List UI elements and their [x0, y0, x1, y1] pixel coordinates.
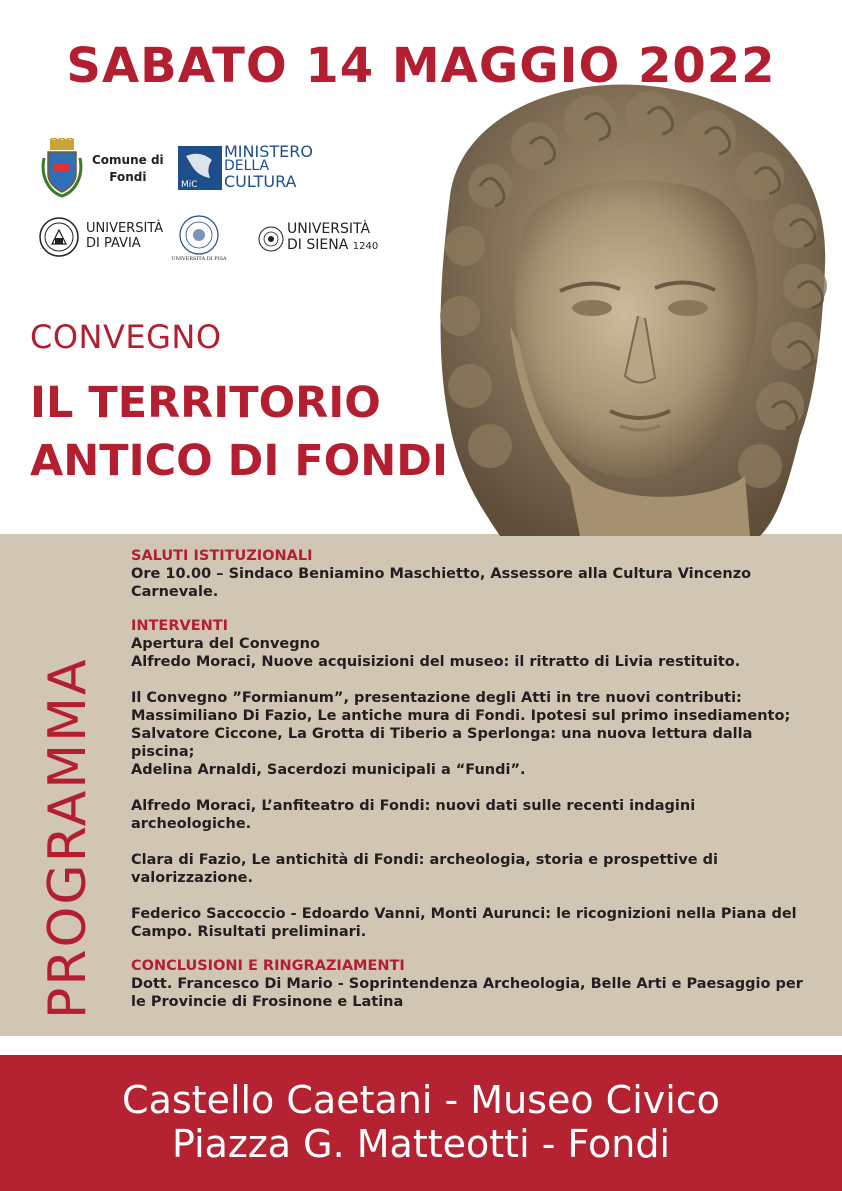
pavia-line-1: UNIVERSITÀ [86, 221, 164, 236]
program-line: Apertura del Convegno [131, 636, 320, 652]
program-line: le Provincie di Frosinone e Latina [131, 994, 404, 1010]
mic-line-2: DELLA [224, 158, 270, 174]
event-kicker: CONVEGNO [30, 318, 222, 356]
program-line: Massimiliano Di Fazio, Le antiche mura di Fondi. Ipotesi sul primo insediamento; [131, 708, 791, 724]
title-line-1: IL TERRITORIO [30, 378, 381, 428]
universita-pavia-label [86, 221, 163, 251]
program-line: archeologiche. [131, 816, 252, 832]
program-text [131, 547, 811, 1011]
program-line: Ore 10.00 – Sindaco Beniamino Maschietto, Assessore alla Cultura Vincenzo [131, 566, 752, 582]
ministero-cultura-mark-icon [178, 146, 222, 190]
siena-year: 1240 [352, 241, 379, 252]
program-line: Federico Saccoccio - Edoardo Vanni, Monti Aurunci: le ricognizioni nella Piana del [131, 906, 797, 922]
program-line: Salvatore Ciccone, La Grotta di Tiberio a Sperlonga: una nuova lettura dalla piscina; [131, 726, 753, 760]
ministero-cultura-label [224, 144, 313, 189]
program-line: Il Convegno ”Formianum”, presentazione degli Atti in tre nuovi contributi: [131, 690, 742, 706]
siena-line-2: DI SIENA [287, 237, 349, 253]
event-title [30, 374, 448, 490]
program-line: valorizzazione. [131, 870, 253, 886]
venue-line-1: Castello Caetani - Museo Civico [122, 1078, 720, 1122]
comune-di-fondi-crest-icon [40, 138, 84, 198]
pavia-line-2: DI PAVIA [86, 236, 141, 251]
section-interventi-heading: INTERVENTI [131, 618, 229, 634]
program-line: Carnevale. [131, 584, 219, 600]
program-line: Alfredo Moraci, Nuove acquisizioni del museo: il ritratto di Livia restituito. [131, 654, 741, 670]
program-line: Alfredo Moraci, L’anfiteatro di Fondi: nuovi dati sulle recenti indagini [131, 798, 696, 814]
program-line: Campo. Risultati preliminari. [131, 924, 367, 940]
programma-vertical-label: PROGRAMMA [38, 657, 98, 1019]
section-conclusioni-heading: CONCLUSIONI E RINGRAZIAMENTI [131, 958, 405, 974]
program-line: Dott. Francesco Di Mario - Soprintendenza Archeologia, Belle Arti e Paesaggio per [131, 976, 803, 992]
venue-line-2: Piazza G. Matteotti - Fondi [171, 1122, 671, 1166]
comune-di-fondi-label [92, 152, 164, 186]
universita-pisa-label: UNIVERSITÀ DI PISA [171, 256, 227, 262]
mic-line-1: MINISTERO [224, 142, 313, 161]
section-saluti-heading: SALUTI ISTITUZIONALI [131, 548, 313, 564]
mic-line-3: CULTURA [224, 172, 297, 191]
title-line-2: ANTICO DI FONDI [30, 436, 448, 486]
program-line: Clara di Fazio, Le antichità di Fondi: archeologia, storia e prospettive di [131, 852, 719, 868]
siena-line-1: UNIVERSITÀ [287, 221, 371, 237]
universita-siena-label [287, 221, 378, 255]
universita-siena-seal-icon [258, 226, 284, 252]
event-date: SABATO 14 MAGGIO 2022 [66, 38, 776, 94]
comune-line-1: Comune di [92, 153, 164, 167]
universita-pisa-seal-icon [178, 214, 220, 256]
marble-head-image [420, 76, 842, 536]
universita-pavia-seal-icon [38, 216, 80, 258]
program-line: Adelina Arnaldi, Sacerdozi municipali a “Fundi”. [131, 762, 526, 778]
comune-line-2: Fondi [109, 170, 147, 184]
mic-mark-text: MiC [181, 180, 198, 190]
